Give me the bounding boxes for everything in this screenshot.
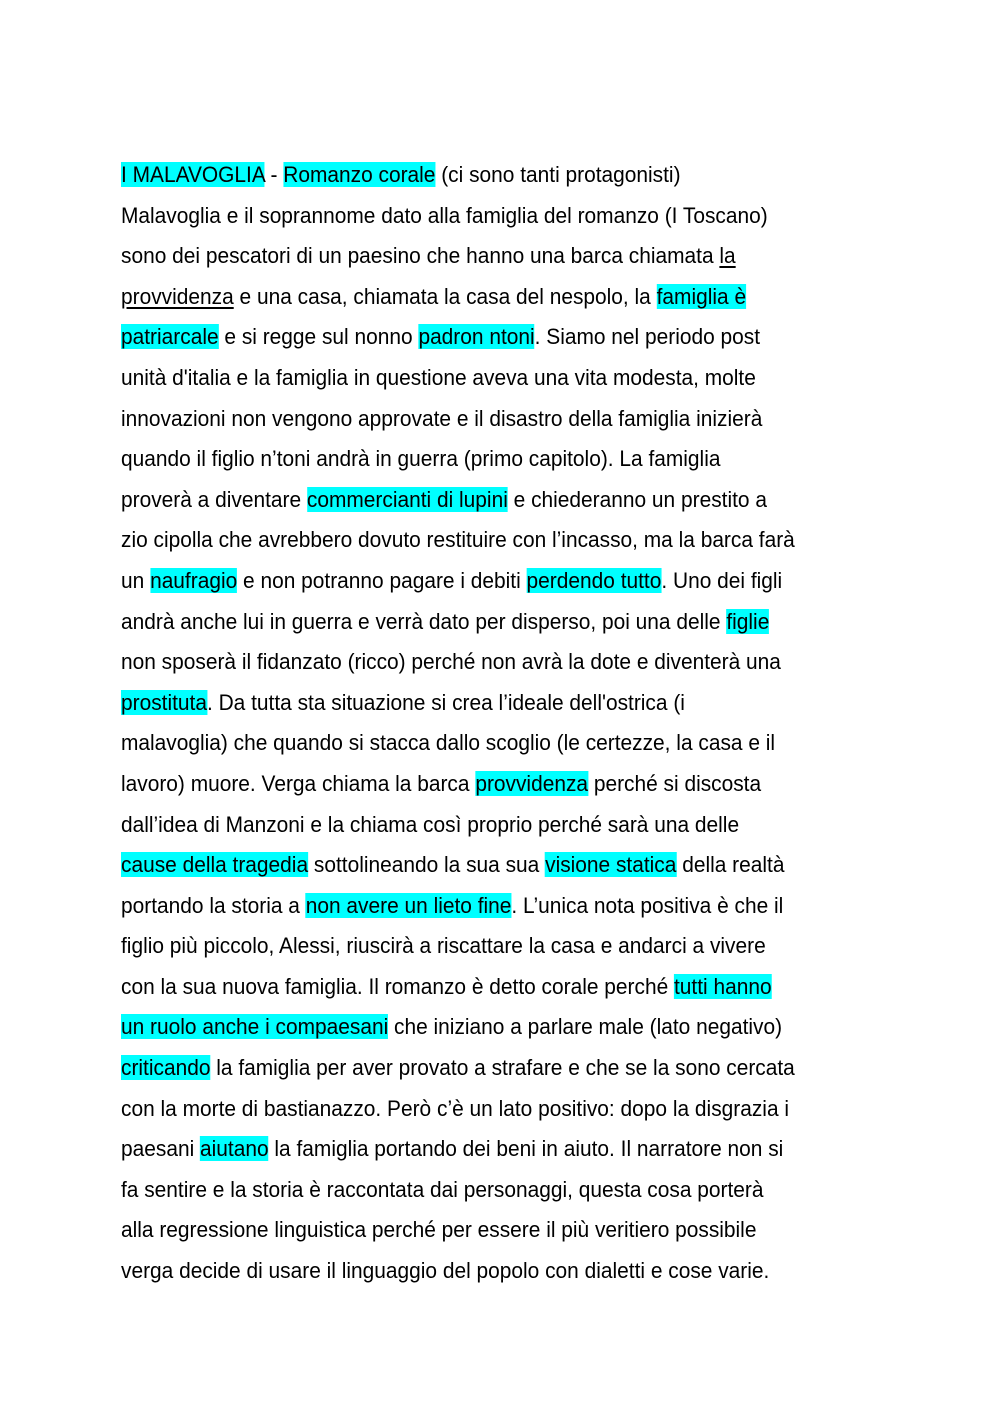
- text-line: [121, 196, 881, 237]
- text-run: Malavoglia e il soprannome dato alla famiglia del romanzo (I Toscano): [121, 202, 768, 228]
- highlighted-text: commercianti di lupini: [306, 486, 508, 512]
- highlighted-text: perdendo tutto: [526, 567, 662, 593]
- text-run: innovazioni non vengono approvate e il disastro della famiglia inizierà: [121, 405, 763, 431]
- text-run: paesani: [121, 1136, 201, 1162]
- text-line: [121, 1251, 881, 1292]
- text-run: . Siamo nel periodo post: [534, 324, 761, 350]
- text-line: [121, 480, 881, 521]
- text-line: [121, 683, 881, 724]
- highlighted-text: visione statica: [545, 852, 677, 878]
- text-line: [121, 805, 881, 846]
- text-run: con la sua nuova famiglia. Il romanzo è detto corale perché: [121, 973, 675, 999]
- text-line: [121, 439, 881, 480]
- text-run: non sposerà il fidanzato (ricco) perché non avrà la dote e diventerà una: [121, 649, 781, 675]
- highlighted-text: cause della tragedia: [121, 852, 309, 878]
- text-run: che iniziano a parlare male (lato negativo): [388, 1014, 783, 1040]
- highlighted-text: naufragio: [150, 567, 238, 593]
- text-line: [121, 926, 881, 967]
- text-run: dall’idea di Manzoni e la chiama così proprio perché sarà una delle: [121, 811, 740, 837]
- text-run: alla regressione linguistica perché per essere il più veritiero possibile: [121, 1217, 757, 1243]
- text-run: proverà a diventare: [121, 486, 307, 512]
- text-line: [121, 358, 881, 399]
- text-run: zio cipolla che avrebbero dovuto restituire con l’incasso, ma la barca farà: [121, 527, 795, 553]
- highlighted-text: figlie: [726, 608, 770, 634]
- text-line: [121, 723, 881, 764]
- text-line: [121, 602, 881, 643]
- text-run: e non potranno pagare i debiti: [237, 567, 527, 593]
- text-run: verga decide di usare il linguaggio del popolo con dialetti e cose varie.: [121, 1258, 770, 1284]
- highlighted-text: aiutano: [200, 1136, 269, 1162]
- text-run: la famiglia per aver provato a strafare e che se la sono cercata: [210, 1055, 795, 1081]
- text-line: [121, 1089, 881, 1130]
- text-run: sottolineando la sua sua: [308, 852, 546, 878]
- text-line: [121, 642, 881, 683]
- highlighted-text: famiglia è: [656, 283, 747, 309]
- highlighted-text: I MALAVOGLIA: [121, 162, 265, 187]
- text-line: [121, 1048, 881, 1089]
- text-line: [121, 155, 881, 196]
- text-line: [121, 1210, 881, 1251]
- text-line: [121, 317, 881, 358]
- text-line: [121, 845, 881, 886]
- text-run: e una casa, chiamata la casa del nespolo, la: [233, 283, 657, 309]
- text-line: [121, 277, 881, 318]
- text-run: figlio più piccolo, Alessi, riuscirà a riscattare la casa e andarci a vivere: [121, 933, 766, 959]
- text-line: [121, 1007, 881, 1048]
- highlighted-text: prostituta: [121, 689, 207, 715]
- text-line: [121, 886, 881, 927]
- text-run: con la morte di bastianazzo. Però c’è un lato positivo: dopo la disgrazia i: [121, 1095, 790, 1121]
- text-line: [121, 236, 881, 277]
- text-run: . Uno dei figli: [661, 567, 783, 593]
- document-body: [121, 155, 921, 1292]
- text-line: [121, 520, 881, 561]
- text-run: lavoro) muore. Verga chiama la barca: [121, 770, 476, 796]
- text-run: quando il figlio n’toni andrà in guerra (primo capitolo). La famiglia: [121, 446, 721, 472]
- text-run: . Da tutta sta situazione si crea l’ideale dell'ostrica (i: [206, 689, 685, 715]
- text-run: e si regge sul nonno: [218, 324, 419, 350]
- highlighted-text: tutti hanno: [674, 973, 772, 999]
- text-run: malavoglia) che quando si stacca dallo scoglio (le certezze, la casa e il: [121, 730, 776, 756]
- text-run: -: [264, 162, 284, 187]
- text-line: [121, 561, 881, 602]
- highlighted-text: padron ntoni: [418, 324, 535, 350]
- text-line: [121, 399, 881, 440]
- text-line: [121, 1129, 881, 1170]
- text-line: [121, 967, 881, 1008]
- underlined-text: la: [719, 243, 736, 269]
- highlighted-text: Romanzo corale: [283, 162, 436, 187]
- text-run: portando la storia a: [121, 892, 306, 918]
- underlined-text: provvidenza: [121, 283, 234, 309]
- text-run: unità d'italia e la famiglia in questione aveva una vita modesta, molte: [121, 364, 756, 390]
- text-run: andrà anche lui in guerra e verrà dato per disperso, poi una delle: [121, 608, 727, 634]
- text-run: e chiederanno un prestito a: [507, 486, 767, 512]
- highlighted-text: un ruolo anche i compaesani: [121, 1014, 389, 1040]
- text-line: [121, 1170, 881, 1211]
- highlighted-text: non avere un lieto fine: [305, 892, 512, 918]
- text-run: un: [121, 567, 151, 593]
- highlighted-text: patriarcale: [121, 324, 219, 350]
- text-line: [121, 764, 881, 805]
- highlighted-text: provvidenza: [475, 770, 589, 796]
- text-run: (ci sono tanti protagonisti): [435, 162, 681, 187]
- text-run: fa sentire e la storia è raccontata dai personaggi, questa cosa porterà: [121, 1176, 764, 1202]
- text-run: la famiglia portando dei beni in aiuto. Il narratore non si: [268, 1136, 784, 1162]
- text-run: sono dei pescatori di un paesino che hanno una barca chiamata: [121, 243, 720, 269]
- text-run: . L’unica nota positiva è che il: [511, 892, 784, 918]
- text-run: perché si discosta: [588, 770, 762, 796]
- text-run: della realtà: [676, 852, 785, 878]
- highlighted-text: criticando: [121, 1055, 211, 1081]
